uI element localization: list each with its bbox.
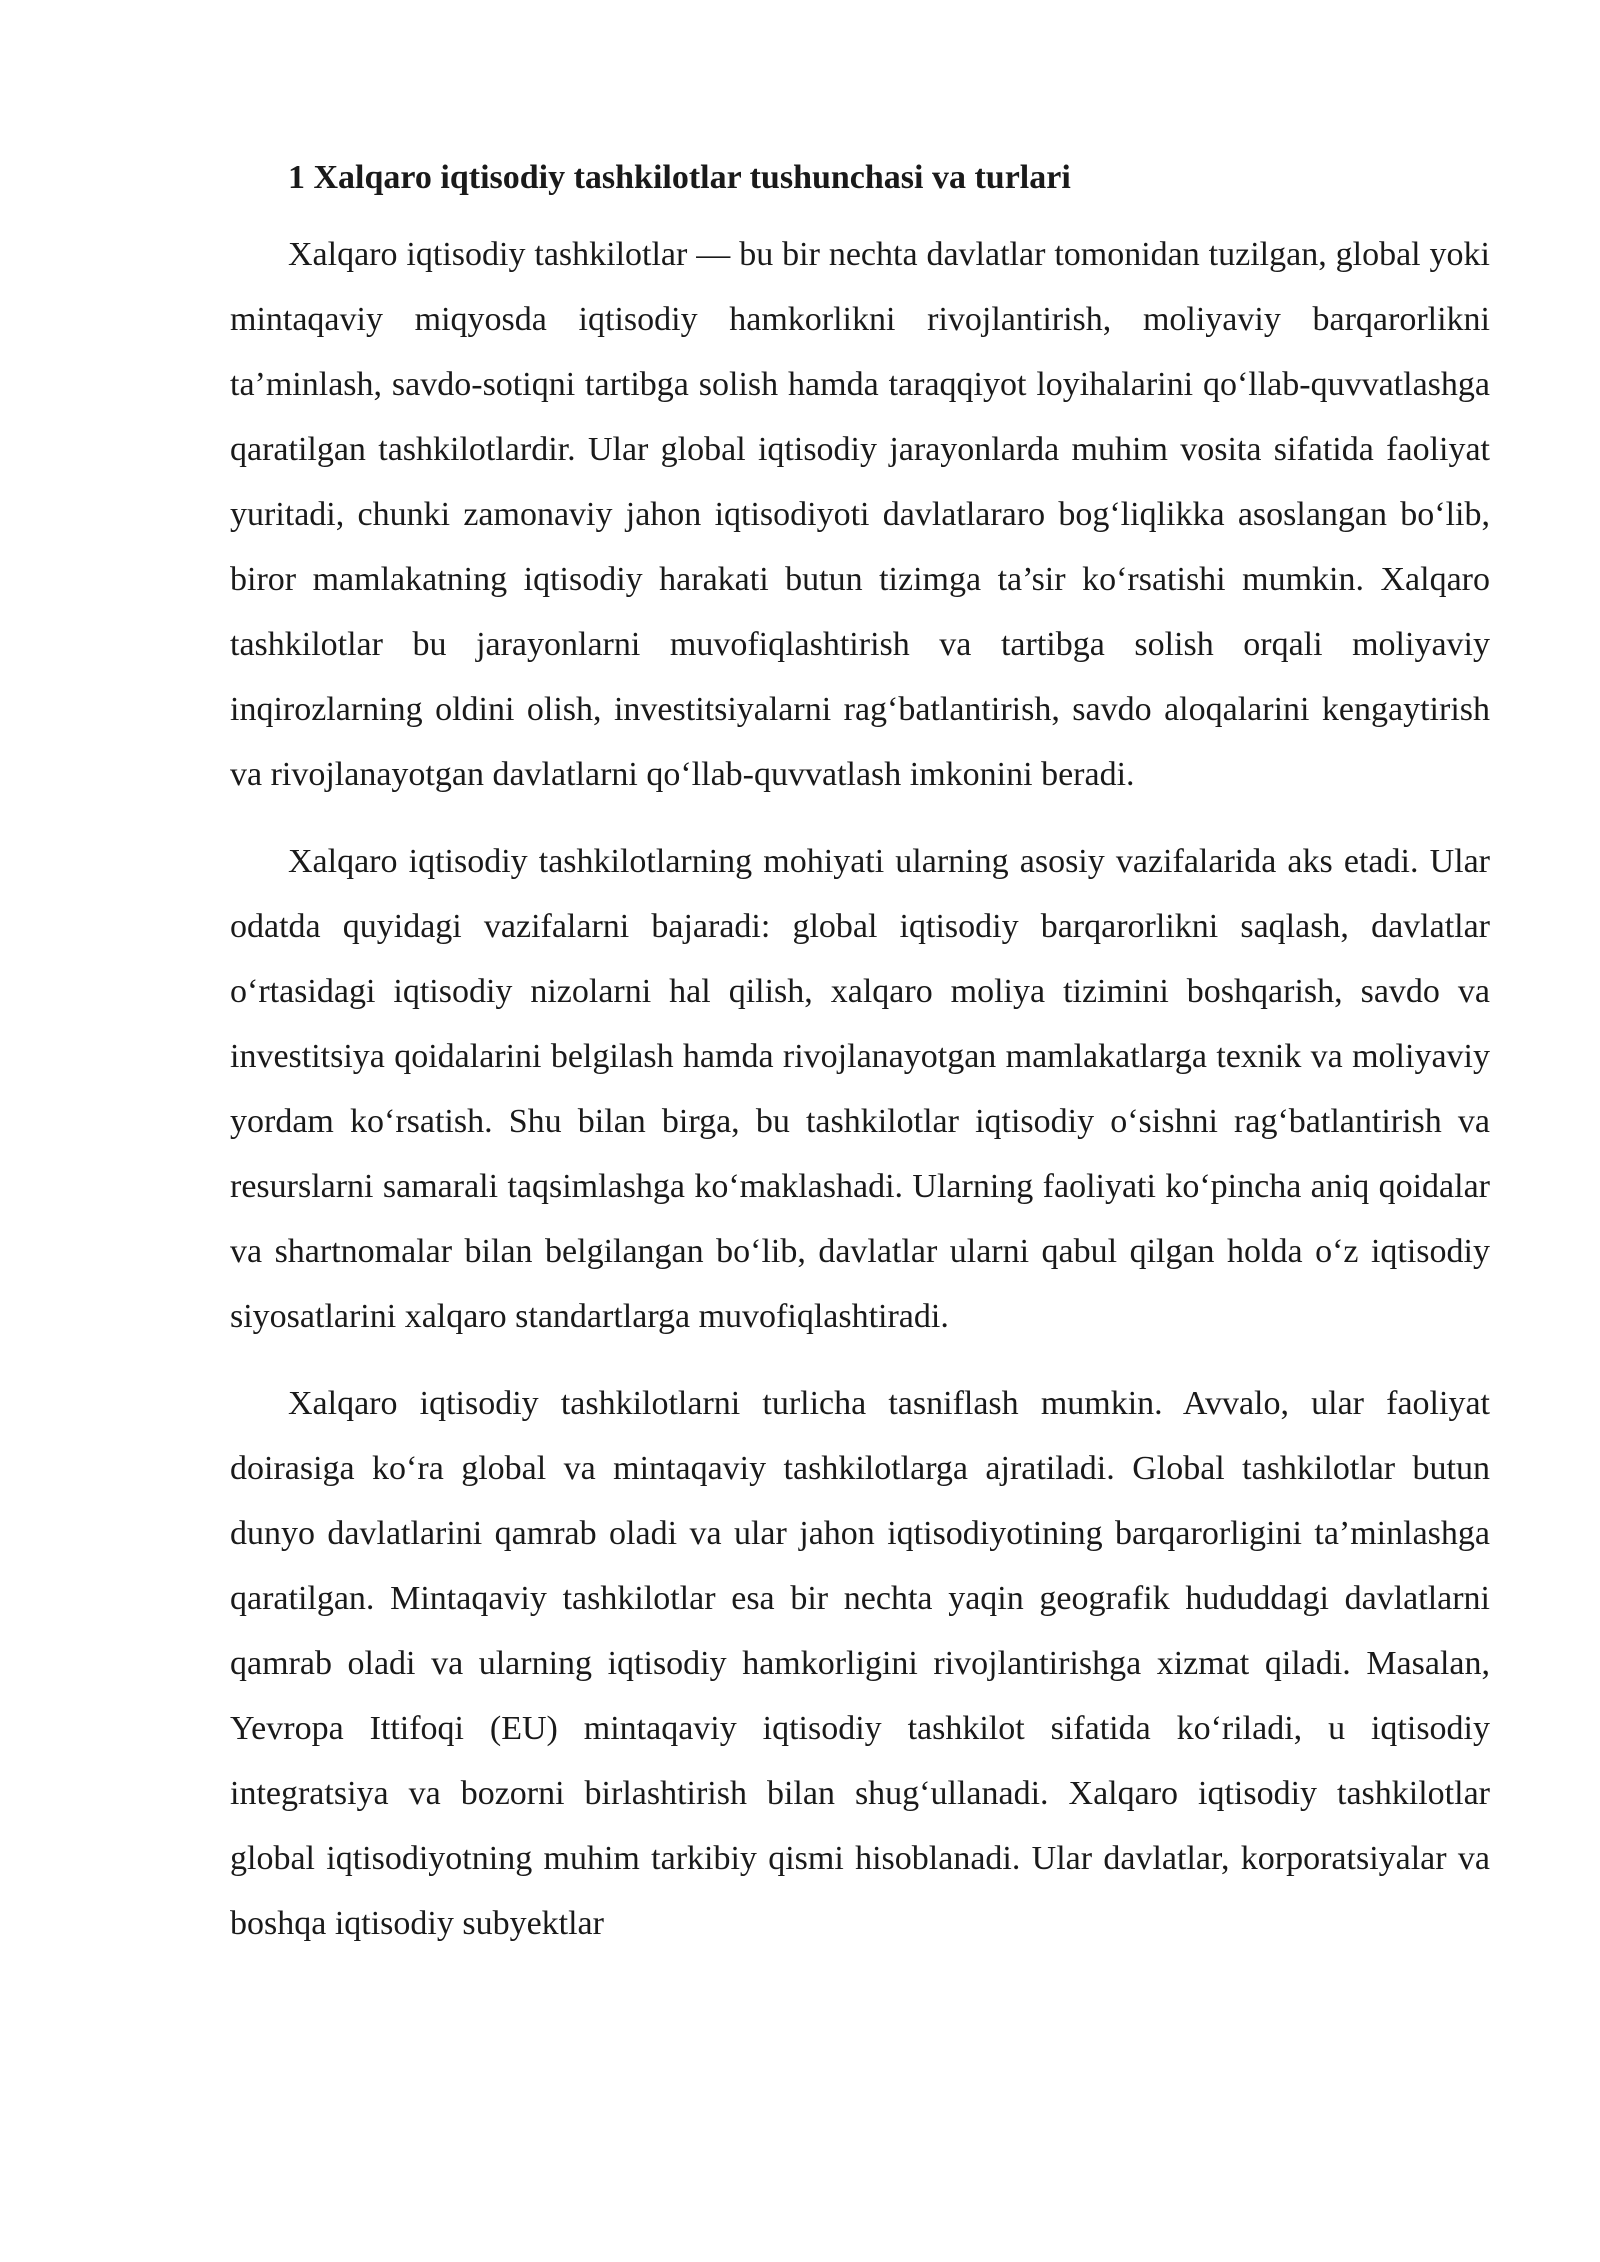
section-heading: 1 Xalqaro iqtisodiy tashkilotlar tushunchasi va turlari — [288, 159, 1071, 196]
document-body — [230, 148, 1490, 1956]
paragraph-definition: Xalqaro iqtisodiy tashkilotlar — bu bir nechta davlatlar tomonidan tuzilgan, global yoki mintaqaviy miqyosda iqtisodiy hamkorlikni rivojlantirish, moliyaviy barqarorlikni ta’minlash, savdo-sotiqni tartibga solish hamda taraqqiyot loyihalarini qo‘llab-quvvatlashga qaratilgan tashkilotlardir. Ular global iqtisodiy jarayonlarda muhim vosita sifatida faoliyat yuritadi, chunki zamonaviy jahon iqtisodiyoti davlatlararo bog‘liqlikka asoslangan bo‘lib, biror mamlakatning iqtisodiy harakati butun tizimga ta’sir ko‘rsatishi mumkin. Xalqaro tashkilotlar bu jarayonlarni muvofiqlashtirish va tartibga solish orqali moliyaviy inqirozlarning oldini olish, investitsiyalarni rag‘batlantirish, savdo aloqalarini kengaytirish va rivojlanayotgan davlatlarni qo‘llab-quvvatlash imkonini beradi. — [230, 236, 1490, 793]
paragraph-functions: Xalqaro iqtisodiy tashkilotlarning mohiyati ularning asosiy vazifalarida aks etadi. Ular odatda quyidagi vazifalarni bajaradi: global iqtisodiy barqarorlikni saqlash, davlatlar o‘rtasidagi iqtisodiy nizolarni hal qilish, xalqaro moliya tizimini boshqarish, savdo va investitsiya qoidalarini belgilash hamda rivojlanayotgan mamlakatlarga texnik va moliyaviy yordam ko‘rsatish. Shu bilan birga, bu tashkilotlar iqtisodiy o‘sishni rag‘batlantirish va resurslarni samarali taqsimlashga ko‘maklashadi. Ularning faoliyati ko‘pincha aniq qoidalar va shartnomalar bilan belgilangan bo‘lib, davlatlar ularni qabul qilgan holda o‘z iqtisodiy siyosatlarini xalqaro standartlarga muvofiqlashtiradi. — [230, 843, 1490, 1335]
paragraph-classification: Xalqaro iqtisodiy tashkilotlarni turlicha tasniflash mumkin. Avvalo, ular faoliyat doirasiga ko‘ra global va mintaqaviy tashkilotlarga ajratiladi. Global tashkilotlar butun dunyo davlatlarini qamrab oladi va ular jahon iqtisodiyotining barqarorligini ta’minlashga qaratilgan. Mintaqaviy tashkilotlar esa bir nechta yaqin geografik hududdagi davlatlarni qamrab oladi va ularning iqtisodiy hamkorligini rivojlantirishga xizmat qiladi. Masalan, Yevropa Ittifoqi (EU) mintaqaviy iqtisodiy tashkilot sifatida ko‘riladi, u iqtisodiy integratsiya va bozorni birlashtirish bilan shug‘ullanadi. Xalqaro iqtisodiy tashkilotlar global iqtisodiyotning muhim tarkibiy qismi hisoblanadi. Ular davlatlar, korporatsiyalar va boshqa iqtisodiy subyektlar — [230, 1385, 1490, 1942]
